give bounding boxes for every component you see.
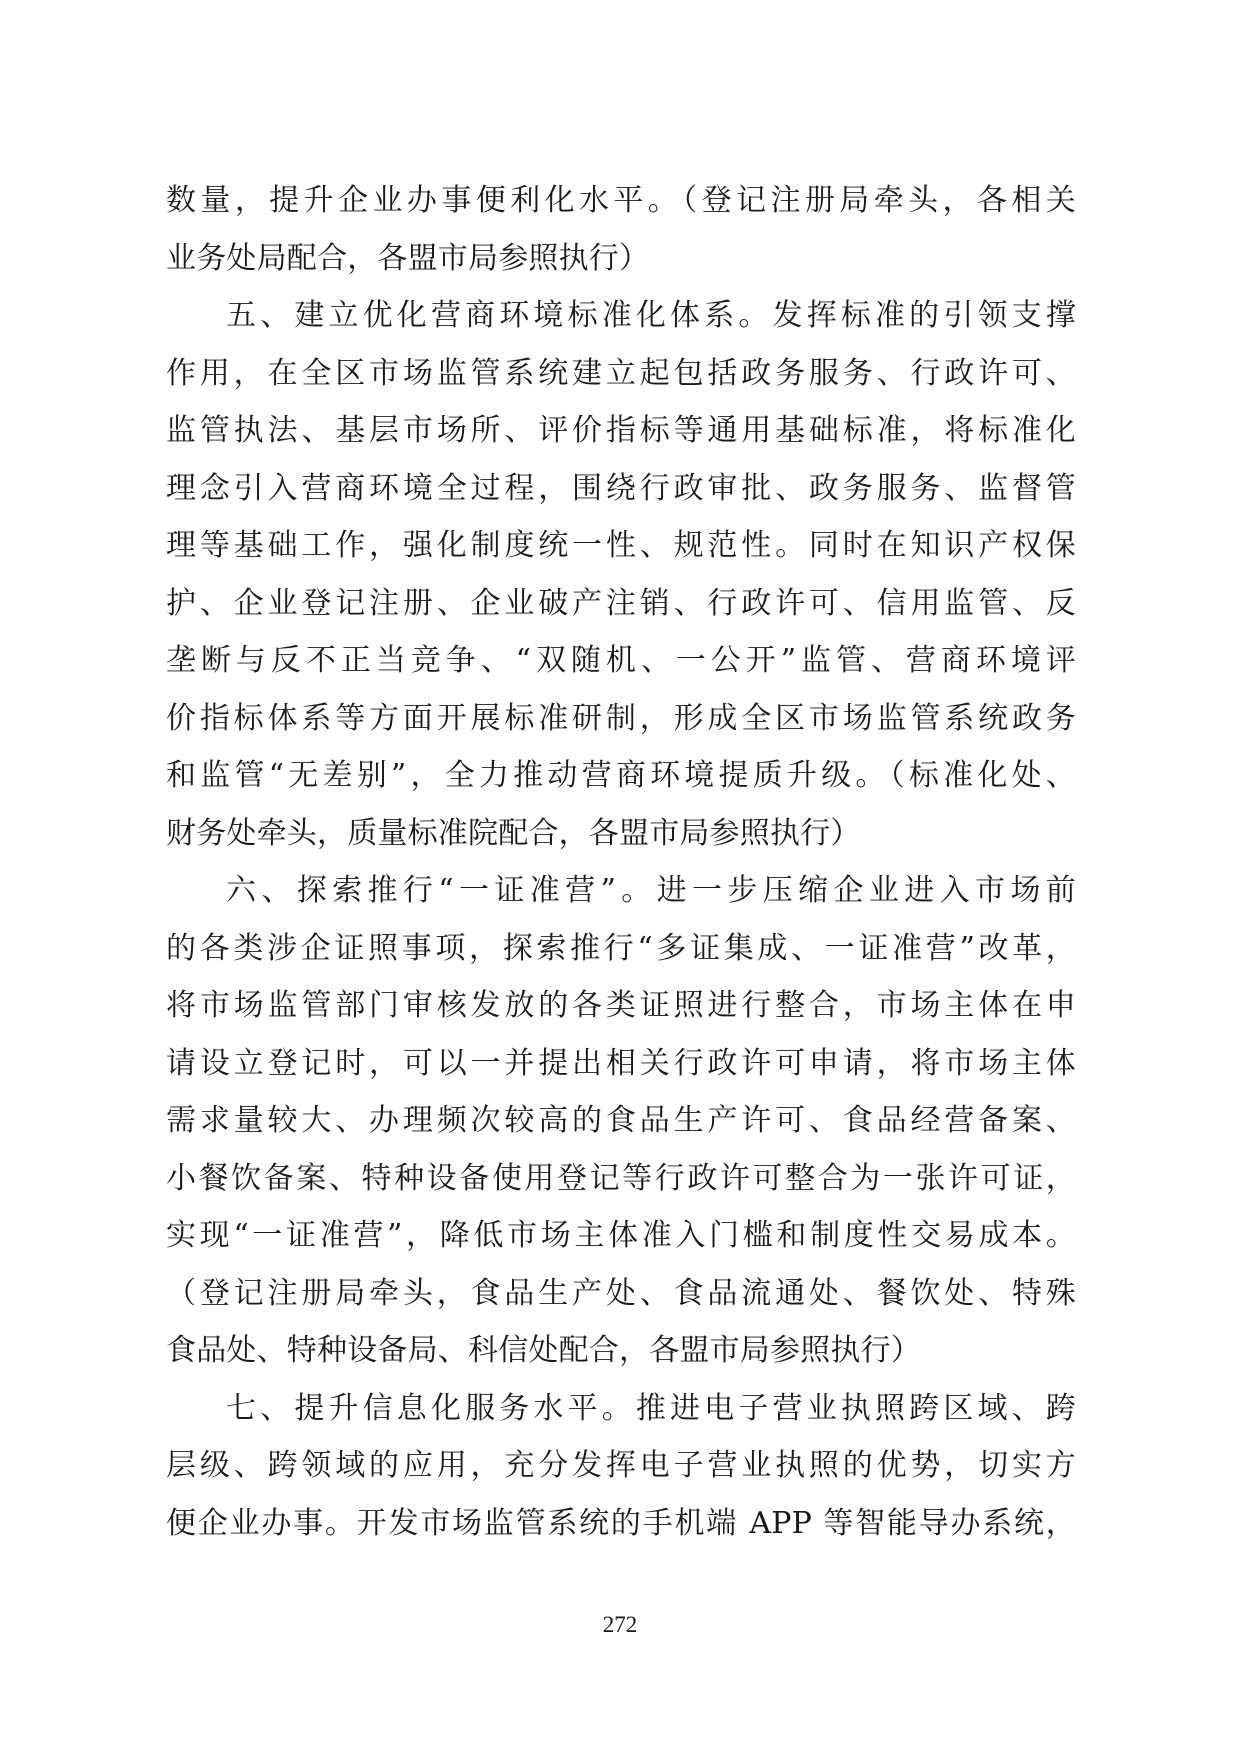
text-line: 实现“一证准营”，降低市场主体准入门槛和制度性交易成本。 <box>166 1218 1076 1253</box>
text-line: 价指标体系等方面开展标准研制，形成全区市场监管系统政务 <box>166 700 1076 736</box>
text-line: 业务处局配合，各盟市局参照执行） <box>166 240 650 276</box>
text-line: 监管执法、基层市场所、评价指标等通用基础标准，将标准化 <box>166 413 1076 448</box>
page-number: 272 <box>602 1612 638 1637</box>
text-line: 数量，提升企业办事便利化水平。（登记注册局牵头，各相关 <box>166 183 1076 218</box>
text-line: 的各类涉企证照事项，探索推行“多证集成、一证准营”改革， <box>166 930 1076 966</box>
text-line: 理等基础工作，强化制度统一性、规范性。同时在知识产权保 <box>166 528 1076 563</box>
paragraph-first-line: 五、建立优化营商环境标准化体系。发挥标准的引领支撑 <box>226 298 1076 333</box>
body-text <box>166 172 1076 1552</box>
text-line: 层级、跨领域的应用，充分发挥电子营业执照的优势，切实方 <box>166 1448 1076 1483</box>
text-line: 理念引入营商环境全过程，围绕行政审批、政务服务、监督管 <box>166 470 1076 506</box>
text-line: 食品处、特种设备局、科信处配合，各盟市局参照执行） <box>166 1333 921 1368</box>
text-line: 便企业办事。开发市场监管系统的手机端 APP 等智能导办系统， <box>166 1505 1076 1541</box>
text-line: （登记注册局牵头，食品生产处、食品流通处、餐饮处、特殊 <box>166 1275 1076 1311</box>
text-line: 和监管“无差别”，全力推动营商环境提质升级。（标准化处、 <box>166 758 1076 793</box>
text-line: 财务处牵头，质量标准院配合，各盟市局参照执行） <box>166 815 861 851</box>
text-line: 需求量较大、办理频次较高的食品生产许可、食品经营备案、 <box>166 1103 1076 1138</box>
text-line: 将市场监管部门审核发放的各类证照进行整合，市场主体在申 <box>166 988 1076 1023</box>
text-line: 小餐饮备案、特种设备使用登记等行政许可整合为一张许可证， <box>166 1160 1076 1196</box>
text-line: 作用，在全区市场监管系统建立起包括政务服务、行政许可、 <box>166 355 1076 391</box>
text-line: 请设立登记时，可以一并提出相关行政许可申请，将市场主体 <box>166 1045 1076 1081</box>
text-line: 护、企业登记注册、企业破产注销、行政许可、信用监管、反 <box>166 585 1076 621</box>
text-line: 垄断与反不正当竞争、“双随机、一公开”监管、营商环境评 <box>166 643 1076 678</box>
paragraph-first-line: 六、探索推行“一证准营”。进一步压缩企业进入市场前 <box>226 873 1076 908</box>
paragraph-first-line: 七、提升信息化服务水平。推进电子营业执照跨区域、跨 <box>226 1390 1076 1426</box>
